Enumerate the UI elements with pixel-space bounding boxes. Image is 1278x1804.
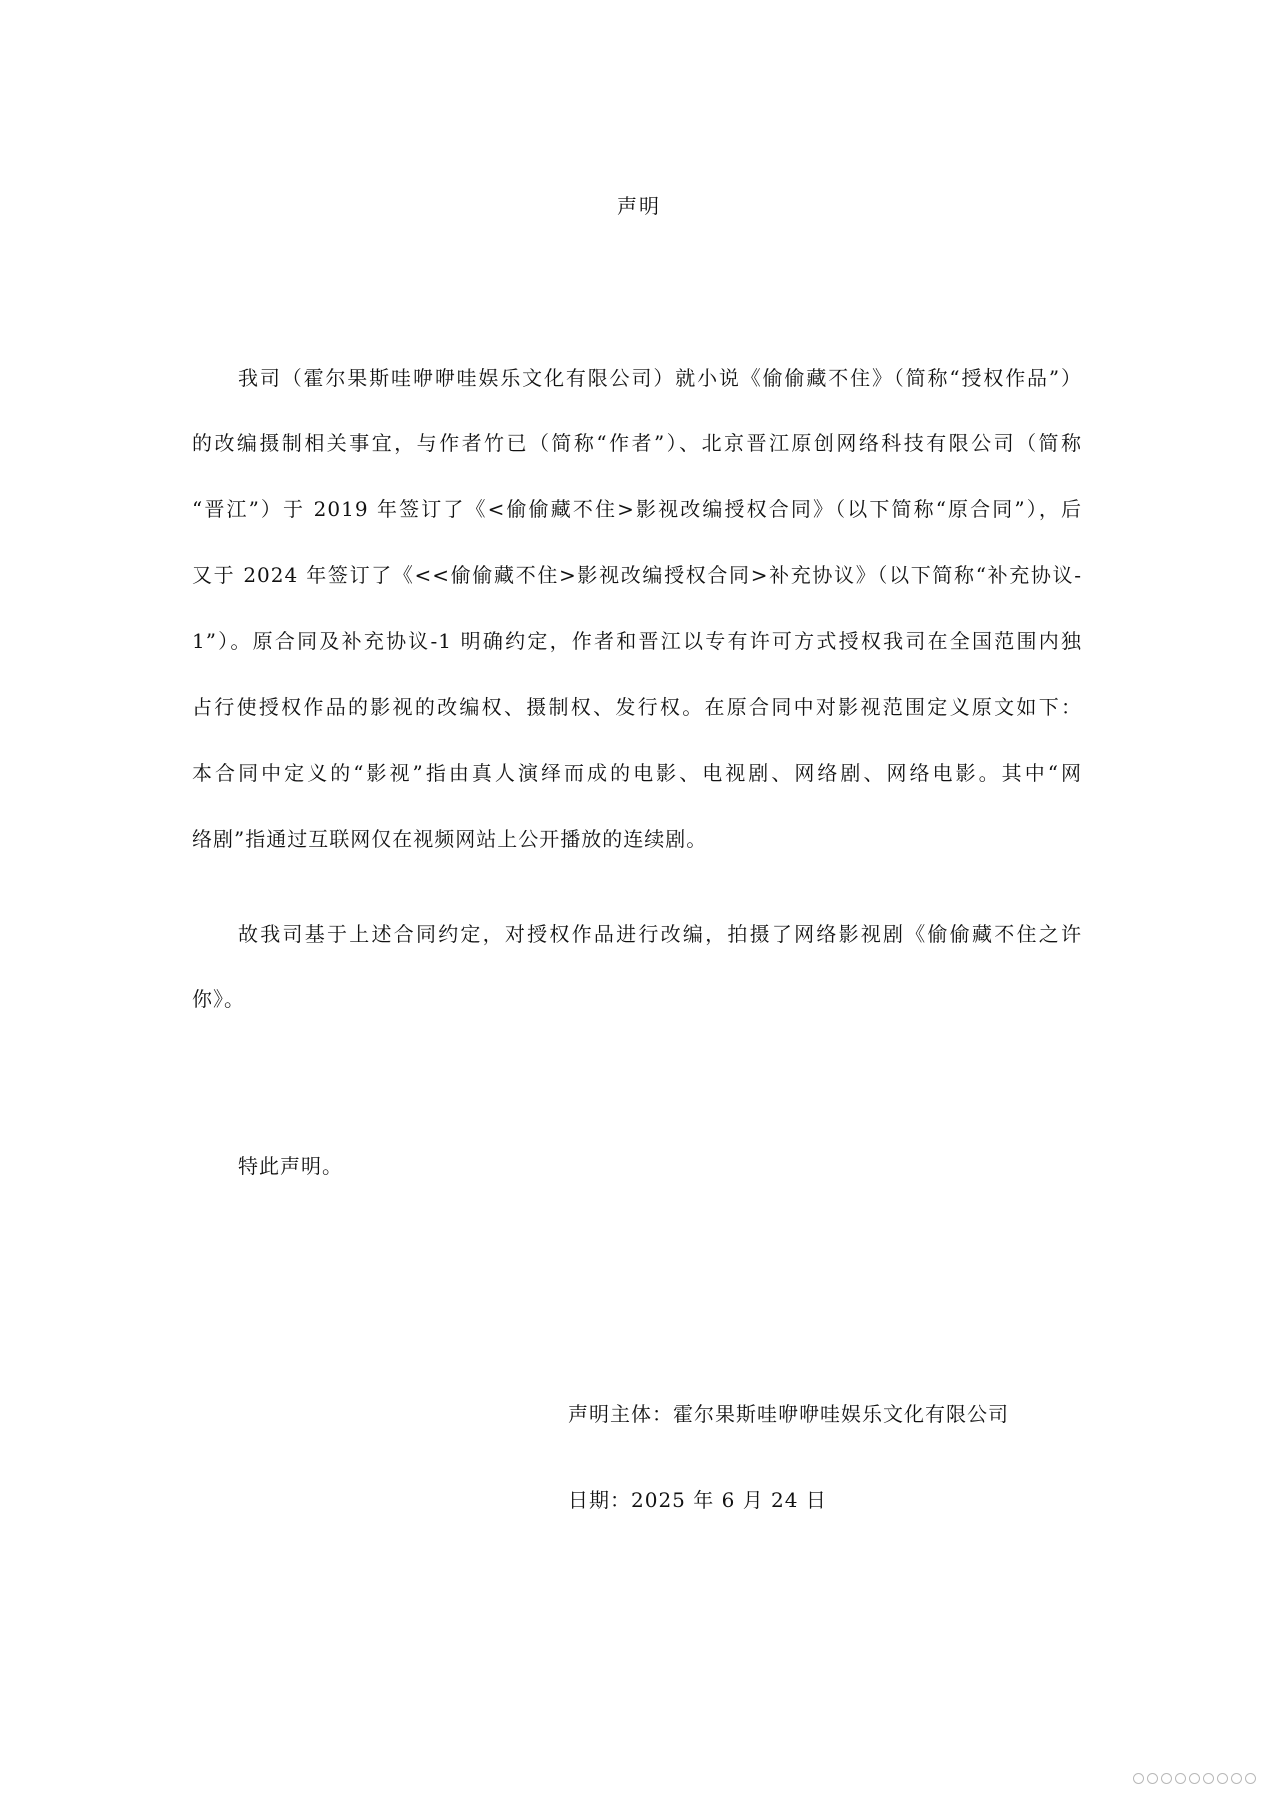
paragraph-1-line-8: 络剧”指通过互联网仅在视频网站上公开播放的连续剧。 bbox=[192, 827, 708, 851]
watermark-icon bbox=[1133, 1773, 1256, 1784]
paragraph-1-line-7: 本合同中定义的“影视”指由真人演绎而成的电影、电视剧、网络剧、网络电影。其中“网 bbox=[192, 761, 1082, 785]
signature-entity: 声明主体：霍尔果斯哇咿咿哇娱乐文化有限公司 bbox=[568, 1402, 1009, 1426]
paragraph-1-line-2: 的改编摄制相关事宜，与作者竹已（简称“作者”）、北京晋江原创网络科技有限公司（简称 bbox=[192, 431, 1082, 455]
paragraph-2-line-1: 故我司基于上述合同约定，对授权作品进行改编，拍摄了网络影视剧《偷偷藏不住之许 bbox=[238, 922, 1082, 946]
document-title: 声明 bbox=[617, 194, 661, 218]
paragraph-1-line-6: 占行使授权作品的影视的改编权、摄制权、发行权。在原合同中对影视范围定义原文如下： bbox=[192, 695, 1082, 719]
paragraph-1-line-5: 1”）。原合同及补充协议-1 明确约定，作者和晋江以专有许可方式授权我司在全国范围内独 bbox=[192, 629, 1082, 653]
paragraph-1-line-1: 我司（霍尔果斯哇咿咿哇娱乐文化有限公司）就小说《偷偷藏不住》（简称“授权作品”） bbox=[238, 366, 1082, 390]
paragraph-2-line-2: 你》。 bbox=[192, 987, 245, 1011]
closing-statement: 特此声明。 bbox=[238, 1154, 343, 1178]
paragraph-1-line-3: “晋江”）于 2019 年签订了《<偷偷藏不住>影视改编授权合同》（以下简称“原合同”），后 bbox=[192, 497, 1082, 521]
signature-date: 日期：2025 年 6 月 24 日 bbox=[568, 1488, 827, 1512]
paragraph-1-line-4: 又于 2024 年签订了《<<偷偷藏不住>影视改编授权合同>补充协议》（以下简称“补充协议- bbox=[192, 563, 1082, 587]
